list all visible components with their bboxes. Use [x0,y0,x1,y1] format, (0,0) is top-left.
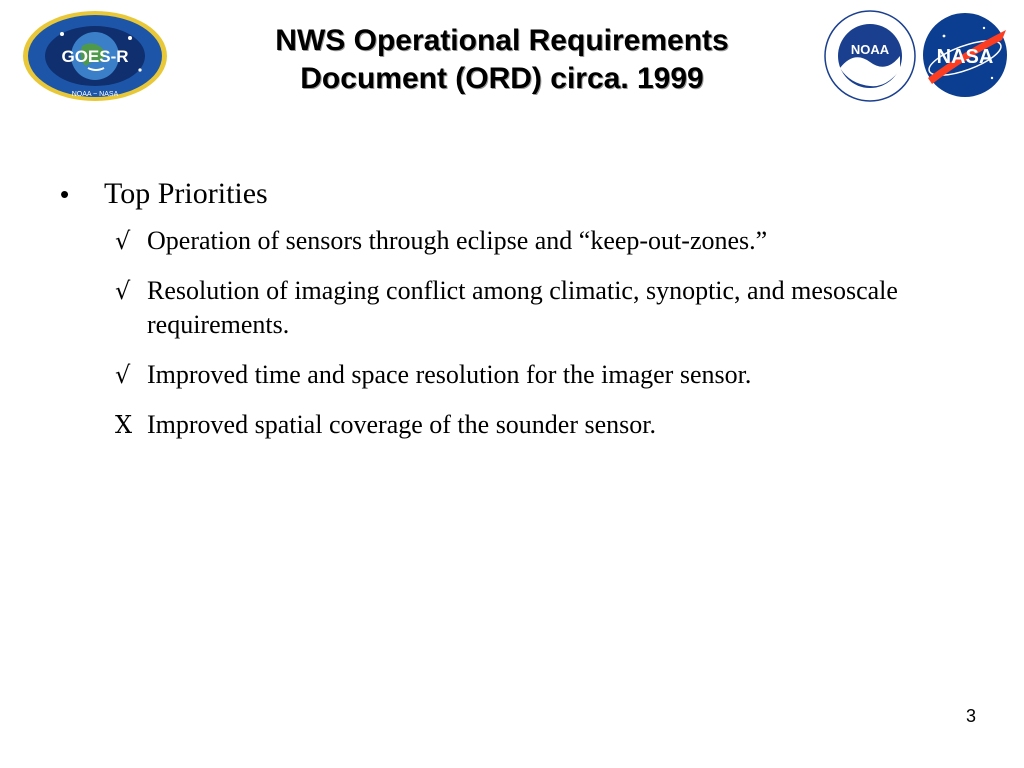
nasa-meatball-icon [922,12,1008,98]
priority-item [115,408,980,442]
title-line-1: NWS Operational Requirements [275,24,729,57]
top-priorities-label: Top Priorities [104,177,268,210]
noaa-logo [824,10,916,102]
priority-item [115,224,980,258]
priority-item [115,274,980,342]
check-mark-icon: √ [115,227,131,255]
noaa-logo-text: NOAA [850,42,890,57]
x-mark-icon: X [115,411,133,439]
slide-content [60,172,980,458]
priority-item [115,358,980,392]
slide-title [195,22,809,98]
priority-list [60,224,980,442]
noaa-logo-icon [824,10,916,102]
nasa-logo-text: NASA [936,46,994,68]
check-mark-icon: √ [115,361,131,389]
priority-item-text: Improved time and space resolution for the imager sensor. [147,360,752,389]
priority-item-text: Operation of sensors through eclipse and “keep-out-zones.” [147,226,768,255]
check-mark-icon: √ [115,277,131,305]
bullet-icon: • [60,179,70,209]
goes-r-logo [22,10,168,102]
goes-logo-bottom-text: NOAA ~ NASA [71,91,119,98]
top-priorities-bullet [60,172,980,216]
priority-item-text: Improved spatial coverage of the sounder sensor. [147,410,657,439]
title-line-2: Document (ORD) circa. 1999 [300,62,704,95]
goes-r-logo-icon [22,10,168,102]
goes-logo-text: GOES-R [61,47,129,66]
nasa-logo [922,12,1008,98]
page-number: 3 [965,706,976,726]
priority-item-text: Resolution of imaging conflict among climatic, synoptic, and mesoscale requirements. [147,276,898,339]
